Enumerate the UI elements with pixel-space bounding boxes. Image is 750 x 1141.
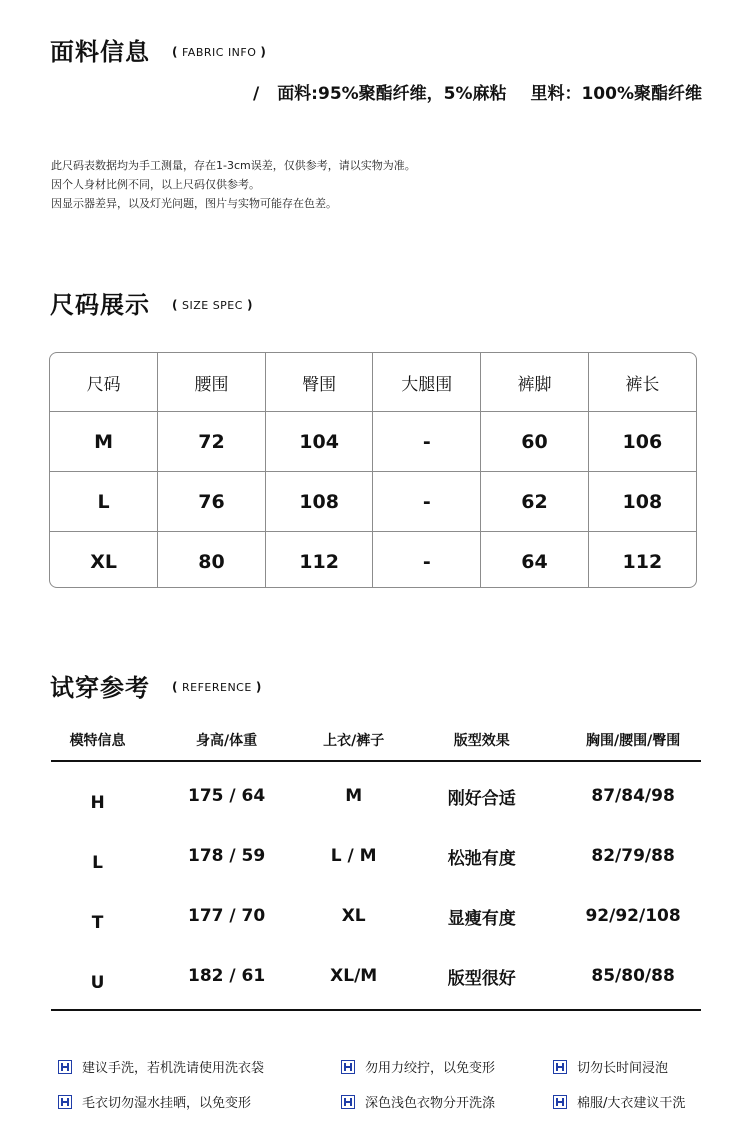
size-cell: 104 bbox=[265, 412, 373, 472]
body-measurements: 92/92/108 bbox=[585, 906, 681, 926]
size-header-cell: 尺码 bbox=[50, 353, 158, 412]
care-tip-text: 建议手洗，若机洗请使用洗衣袋 bbox=[82, 1061, 265, 1076]
size-cell: - bbox=[373, 532, 481, 589]
care-tip bbox=[341, 1092, 495, 1111]
care-tip bbox=[341, 1057, 495, 1076]
care-icon bbox=[553, 1060, 567, 1074]
size-cell: 112 bbox=[622, 550, 663, 573]
size-cell: 60 bbox=[481, 412, 589, 472]
body-measurements: 85/80/88 bbox=[591, 966, 675, 986]
size-cell: 80 bbox=[158, 532, 266, 589]
fabric-section-title: 面料信息 bbox=[50, 38, 150, 66]
fit-effect: 刚好合适 bbox=[447, 788, 516, 809]
reference-header-cell: 上衣/裤子 bbox=[323, 733, 385, 749]
care-icon bbox=[58, 1060, 72, 1074]
fit-effect: 版型很好 bbox=[447, 968, 516, 989]
height-weight: 177 / 70 bbox=[188, 906, 266, 926]
note-line: 因显示器差异，以及灯光问题，图片与实物可能存在色差。 bbox=[51, 197, 337, 210]
size-header-cell: 腰围 bbox=[158, 353, 266, 412]
fabric-lining: 里料：100%聚酯纤维 bbox=[530, 84, 702, 104]
size-cell: - bbox=[373, 412, 481, 472]
fit-effect: 松弛有度 bbox=[447, 848, 516, 869]
care-tip bbox=[58, 1092, 251, 1111]
care-tip-text: 毛衣切勿湿水挂晒，以免变形 bbox=[82, 1096, 252, 1111]
note-line: 此尺码表数据均为手工测量，存在1-3cm误差，仅供参考，请以实物为准。 bbox=[51, 159, 416, 172]
table-row bbox=[51, 946, 701, 1006]
body-measurements: 87/84/98 bbox=[591, 786, 675, 806]
height-weight: 182 / 61 bbox=[188, 966, 266, 986]
size-cell: - bbox=[373, 472, 481, 532]
fabric-composition bbox=[253, 79, 702, 104]
body-measurements: 82/79/88 bbox=[591, 846, 675, 866]
care-icon bbox=[341, 1095, 355, 1109]
reference-section-title: 试穿参考 bbox=[50, 674, 150, 702]
fabric-section-subtitle: ( FABRIC INFO ) bbox=[172, 45, 267, 59]
care-tip-text: 棉服/大衣建议干洗 bbox=[577, 1096, 686, 1111]
size-cell: 108 bbox=[588, 472, 696, 532]
size-header-cell: 裤脚 bbox=[481, 353, 589, 412]
fabric-line-prefix: / bbox=[253, 84, 260, 104]
care-tip bbox=[553, 1092, 685, 1111]
size-cell: 106 bbox=[588, 412, 696, 472]
care-tip-text: 切勿长时间浸泡 bbox=[577, 1061, 669, 1076]
size-cell: 108 bbox=[265, 472, 373, 532]
care-icon bbox=[553, 1095, 567, 1109]
model-name: L bbox=[92, 853, 103, 873]
reference-subtitle-text: REFERENCE bbox=[181, 681, 252, 694]
care-tip-text: 深色浅色衣物分开洗涤 bbox=[365, 1096, 496, 1111]
care-tip bbox=[553, 1057, 668, 1076]
table-row bbox=[50, 532, 696, 589]
size-cell: 76 bbox=[158, 472, 266, 532]
size-section-title: 尺码展示 bbox=[50, 291, 150, 319]
care-tip bbox=[58, 1057, 264, 1076]
size-table bbox=[49, 352, 697, 588]
table-row bbox=[50, 412, 696, 472]
reference-table-bottom-rule bbox=[51, 1009, 701, 1011]
care-icon bbox=[341, 1060, 355, 1074]
size-cell: M bbox=[50, 412, 158, 472]
size-cell: 62 bbox=[481, 472, 589, 532]
model-name: T bbox=[91, 913, 104, 933]
size-header-cell: 裤长 bbox=[588, 353, 696, 412]
fit-effect: 显瘦有度 bbox=[447, 908, 516, 929]
table-row bbox=[51, 826, 701, 886]
reference-header-cell: 模特信息 bbox=[69, 733, 126, 749]
size-cell: 64 bbox=[481, 532, 589, 589]
top-bottom-size: M bbox=[345, 786, 363, 806]
size-header-cell: 臀围 bbox=[265, 353, 373, 412]
measurement-notes bbox=[51, 156, 416, 213]
reference-header-cell: 版型效果 bbox=[453, 733, 510, 749]
size-cell: 112 bbox=[265, 532, 373, 589]
size-cell: XL bbox=[50, 532, 158, 589]
size-cell: L bbox=[50, 472, 158, 532]
top-bottom-size: XL bbox=[341, 906, 366, 926]
note-line: 因个人身材比例不同，以上尺码仅供参考。 bbox=[51, 178, 260, 191]
model-name: H bbox=[90, 793, 105, 813]
size-cell: 72 bbox=[158, 412, 266, 472]
top-bottom-size: L / M bbox=[330, 846, 377, 866]
size-subtitle-text: SIZE SPEC bbox=[181, 299, 243, 312]
size-header-cell: 大腿围 bbox=[373, 353, 481, 412]
table-row bbox=[51, 766, 701, 826]
table-row bbox=[51, 886, 701, 946]
reference-table-header bbox=[51, 730, 701, 762]
size-section-subtitle: ( SIZE SPEC ) bbox=[172, 298, 253, 312]
reference-section-subtitle: ( REFERENCE ) bbox=[172, 680, 262, 694]
fabric-subtitle-text: FABRIC INFO bbox=[181, 46, 257, 59]
reference-header-cell: 身高/体重 bbox=[196, 733, 258, 749]
top-bottom-size: XL/M bbox=[330, 966, 378, 986]
model-name: U bbox=[90, 973, 105, 993]
reference-header-cell: 胸围/腰围/臀围 bbox=[585, 733, 681, 749]
care-icon bbox=[58, 1095, 72, 1109]
fabric-shell: 面料:95%聚酯纤维，5%麻粘 bbox=[277, 84, 507, 104]
table-row bbox=[50, 472, 696, 532]
size-table-header bbox=[50, 353, 696, 412]
height-weight: 178 / 59 bbox=[188, 846, 266, 866]
care-tip-text: 勿用力绞拧，以免变形 bbox=[365, 1061, 496, 1076]
height-weight: 175 / 64 bbox=[188, 786, 266, 806]
